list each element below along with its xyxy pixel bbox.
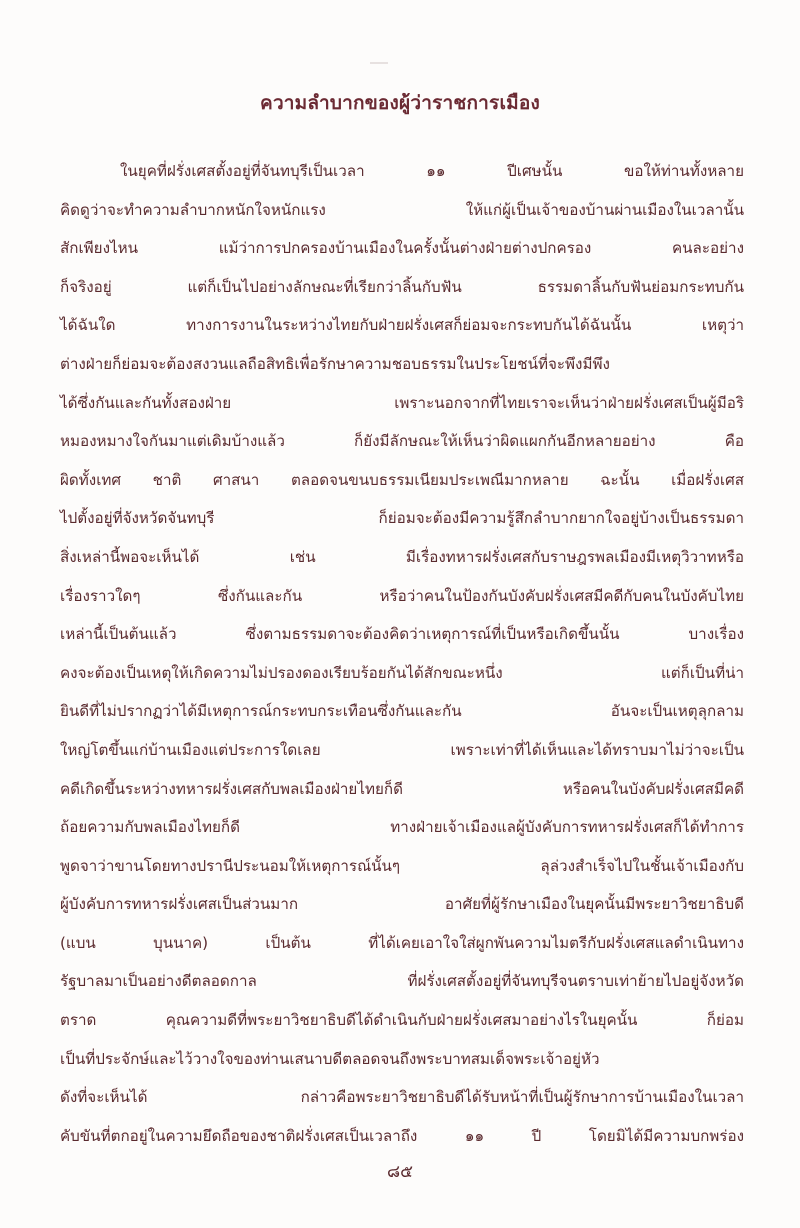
body-paragraph — [60, 152, 744, 1155]
text-line: ต่างฝ่ายก็ย่อมจะต้องสงวนแลถือสิทธิเพื่อรักษาความชอบธรรมในประโยชน์ที่จะพึงมีพึง — [60, 354, 610, 373]
text-line: ก็จริงอยู่ แต่ก็เป็นไปอย่างลักษณะที่เรียกว่าลิ้นกับฟัน ธรรมดาลิ้นกับฟันย่อมกระทบกัน — [60, 277, 744, 296]
paper-speck — [370, 62, 388, 64]
text-line: ในยุคที่ฝรั่งเศสตั้งอยู่ที่จันทบุรีเป็นเวลา ๑๑ ปีเศษนั้น ขอให้ท่านทั้งหลาย — [120, 162, 744, 180]
page-title: ความลำบากของผู้ว่าราชการเมือง — [260, 92, 540, 114]
text-line: รัฐบาลมาเป็นอย่างดีตลอดกาล ที่ฝรั่งเศสตั้งอยู่ที่จันทบุรีจนตราบเท่าย้ายไปอยู่จังหวัด — [60, 972, 744, 991]
text-line: หมองหมางใจกันมาแต่เดิมบ้างแล้ว ก็ยังมีลักษณะให้เห็นว่าผิดแผกกันอีกหลายอย่าง คือ — [60, 432, 744, 451]
text-line: ผู้บังคับการทหารฝรั่งเศสเป็นส่วนมาก อาศัยที่ผู้รักษาเมืองในยุคนั้นมีพระยาวิชยาธิบดี — [60, 895, 744, 914]
text-line: ไปตั้งอยู่ที่จังหวัดจันทบุรี ก็ย่อมจะต้องมีความรู้สึกลำบากยากใจอยู่บ้างเป็นธรรมดา — [60, 509, 744, 528]
text-line: ได้ฉันใด ทางการงานในระหว่างไทยกับฝ่ายฝรั่งเศสก็ย่อมจะกระทบกันได้ฉันนั้น เหตุว่า — [60, 316, 744, 335]
text-line: เรื่องราวใดๆ ซึ่งกันและกัน หรือว่าคนในป้องกันบังคับฝรั่งเศสมีคดีกับคนในบังคับไทย — [60, 586, 744, 605]
text-line: คับขันที่ตกอยู่ในความยึดถือของชาติฝรั่งเศสเป็นเวลาถึง ๑๑ ปี โดยมิได้มีความบกพร่อง — [60, 1126, 744, 1145]
text-line: สิ่งเหล่านี้พอจะเห็นได้ เช่น มีเรื่องทหารฝรั่งเศสกับราษฎรพลเมืองมีเหตุวิวาทหรือ — [60, 547, 744, 566]
text-line: พูดจาว่าขานโดยทางปรานีประนอมให้เหตุการณ์นั้นๆ ลุล่วงสำเร็จไปในชั้นเจ้าเมืองกับ — [60, 856, 744, 875]
text-line: ตราด คุณความดีที่พระยาวิชยาธิบดีได้ดำเนินกับฝ่ายฝรั่งเศสมาอย่างไรในยุคนั้น ก็ย่อม — [60, 1011, 744, 1030]
text-line: คงจะต้องเป็นเหตุให้เกิดความไม่ปรองดองเรียบร้อยกันได้สักขณะหนึ่ง แต่ก็เป็นที่น่า — [60, 663, 744, 682]
text-line: ได้ซึ่งกันและกันทั้งสองฝ่าย เพราะนอกจากที่ไทยเราจะเห็นว่าฝ่ายฝรั่งเศสเป็นผู้มีอริ — [60, 393, 744, 412]
text-line: คิดดูว่าจะทำความลำบากหนักใจหนักแรง ให้แก่ผู้เป็นเจ้าของบ้านผ่านเมืองในเวลานั้น — [60, 200, 744, 219]
text-line: ยินดีที่ไม่ปรากฏว่าได้มีเหตุการณ์กระทบกระเทือนซึ่งกันและกัน อันจะเป็นเหตุลุกลาม — [60, 702, 744, 721]
text-line: ใหญ่โตขึ้นแก่บ้านเมืองแต่ประการใดเลย เพราะเท่าที่ได้เห็นและได้ทราบมาไม่ว่าจะเป็น — [60, 740, 744, 759]
text-line: ดังที่จะเห็นได้ กล่าวคือพระยาวิชยาธิบดีได้รับหน้าที่เป็นผู้รักษาการบ้านเมืองในเวลา — [60, 1088, 744, 1107]
text-line: เหล่านี้เป็นต้นแล้ว ซึ่งตามธรรมดาจะต้องคิดว่าเหตุการณ์ที่เป็นหรือเกิดขึ้นนั้น บางเรื่อง — [60, 625, 744, 644]
page-number: ๘๕ — [387, 1162, 413, 1182]
text-line: เป็นที่ประจักษ์และไว้วางใจของท่านเสนาบดีตลอดจนถึงพระบาทสมเด็จพระเจ้าอยู่หัว — [60, 1049, 600, 1068]
text-line: ถ้อยความกับพลเมืองไทยก็ดี ทางฝ่ายเจ้าเมืองแลผู้บังคับการทหารฝรั่งเศสก็ได้ทำการ — [60, 818, 744, 837]
text-line: ผิดทั้งเทศ ชาติ ศาสนา ตลอดจนขนบธรรมเนียมประเพณีมากหลาย ฉะนั้น เมื่อฝรั่งเศส — [60, 470, 744, 489]
text-line: คดีเกิดขึ้นระหว่างทหารฝรั่งเศสกับพลเมืองฝ่ายไทยก็ดี หรือคนในบังคับฝรั่งเศสมีคดี — [60, 779, 744, 798]
text-line: (แบน บุนนาค) เป็นต้น ที่ได้เคยเอาใจใส่ผูกพันความไมตรีกับฝรั่งเศสแลดำเนินทาง — [60, 933, 744, 952]
text-line: สักเพียงไหน แม้ว่าการปกครองบ้านเมืองในครั้งนั้นต่างฝ่ายต่างปกครอง คนละอย่าง — [60, 239, 744, 258]
